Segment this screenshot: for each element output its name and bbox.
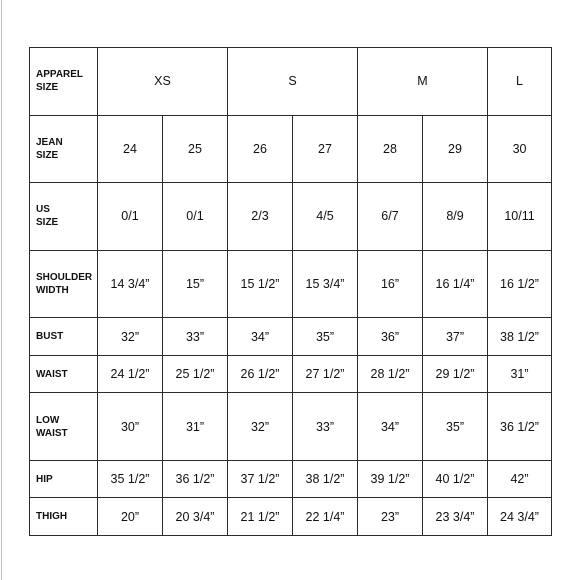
row-label-waist: WAIST xyxy=(30,355,98,393)
row-label-bust: BUST xyxy=(30,318,98,356)
apparel-size-row xyxy=(30,48,552,116)
table-cell: 20 3/4” xyxy=(163,498,228,536)
row-label-low-waist: LOW WAIST xyxy=(30,393,98,461)
table-cell: 38 1/2” xyxy=(488,318,552,356)
apparel-size-m: M xyxy=(358,48,488,116)
table-cell: 26 1/2” xyxy=(228,355,293,393)
table-cell: 33” xyxy=(293,393,358,461)
apparel-size-s: S xyxy=(228,48,358,116)
table-cell: 4/5 xyxy=(293,183,358,251)
table-cell: 35” xyxy=(423,393,488,461)
table-cell: 24 1/2” xyxy=(98,355,163,393)
table-row-low-waist xyxy=(30,393,552,461)
table-cell: 31” xyxy=(488,355,552,393)
table-cell: 25 1/2” xyxy=(163,355,228,393)
table-cell: 32” xyxy=(228,393,293,461)
table-cell: 8/9 xyxy=(423,183,488,251)
table-cell: 16” xyxy=(358,250,423,318)
table-cell: 30 xyxy=(488,115,552,183)
table-cell: 23” xyxy=(358,498,423,536)
row-label-shoulder-width: SHOULDER WIDTH xyxy=(30,250,98,318)
table-cell: 33” xyxy=(163,318,228,356)
table-row-us-size xyxy=(30,183,552,251)
table-cell: 0/1 xyxy=(98,183,163,251)
row-label-jean-size: JEAN SIZE xyxy=(30,115,98,183)
table-cell: 39 1/2” xyxy=(358,460,423,498)
table-cell: 34” xyxy=(358,393,423,461)
table-row-thigh xyxy=(30,498,552,536)
table-cell: 32” xyxy=(98,318,163,356)
table-cell: 16 1/2” xyxy=(488,250,552,318)
table-cell: 2/3 xyxy=(228,183,293,251)
table-row-hip xyxy=(30,460,552,498)
left-edge-line xyxy=(1,0,2,580)
table-cell: 0/1 xyxy=(163,183,228,251)
table-cell: 14 3/4” xyxy=(98,250,163,318)
table-cell: 10/11 xyxy=(488,183,552,251)
table-cell: 21 1/2” xyxy=(228,498,293,536)
table-cell: 6/7 xyxy=(358,183,423,251)
size-chart-table xyxy=(29,47,552,536)
table-cell: 26 xyxy=(228,115,293,183)
table-cell: 24 3/4” xyxy=(488,498,552,536)
table-cell: 35 1/2” xyxy=(98,460,163,498)
table-row-waist xyxy=(30,355,552,393)
row-label-apparel-size: APPAREL SIZE xyxy=(30,48,98,116)
table-cell: 20” xyxy=(98,498,163,536)
table-cell: 36” xyxy=(358,318,423,356)
table-row-jean-size xyxy=(30,115,552,183)
table-cell: 16 1/4” xyxy=(423,250,488,318)
table-cell: 38 1/2” xyxy=(293,460,358,498)
row-label-hip: HIP xyxy=(30,460,98,498)
table-cell: 15 3/4” xyxy=(293,250,358,318)
table-cell: 35” xyxy=(293,318,358,356)
table-cell: 37” xyxy=(423,318,488,356)
table-cell: 28 xyxy=(358,115,423,183)
table-cell: 27 1/2” xyxy=(293,355,358,393)
table-cell: 40 1/2” xyxy=(423,460,488,498)
table-cell: 34” xyxy=(228,318,293,356)
table-cell: 36 1/2” xyxy=(163,460,228,498)
table-cell: 27 xyxy=(293,115,358,183)
table-row-shoulder-width xyxy=(30,250,552,318)
apparel-size-l: L xyxy=(488,48,552,116)
row-label-us-size: US SIZE xyxy=(30,183,98,251)
table-cell: 23 3/4” xyxy=(423,498,488,536)
table-cell: 22 1/4” xyxy=(293,498,358,536)
table-cell: 30” xyxy=(98,393,163,461)
table-cell: 29 xyxy=(423,115,488,183)
table-cell: 37 1/2” xyxy=(228,460,293,498)
table-cell: 31” xyxy=(163,393,228,461)
table-cell: 15 1/2” xyxy=(228,250,293,318)
table-cell: 24 xyxy=(98,115,163,183)
table-row-bust xyxy=(30,318,552,356)
apparel-size-xs: XS xyxy=(98,48,228,116)
table-cell: 28 1/2” xyxy=(358,355,423,393)
table-cell: 25 xyxy=(163,115,228,183)
row-label-thigh: THIGH xyxy=(30,498,98,536)
table-cell: 42” xyxy=(488,460,552,498)
table-cell: 36 1/2” xyxy=(488,393,552,461)
table-cell: 29 1/2” xyxy=(423,355,488,393)
table-cell: 15” xyxy=(163,250,228,318)
